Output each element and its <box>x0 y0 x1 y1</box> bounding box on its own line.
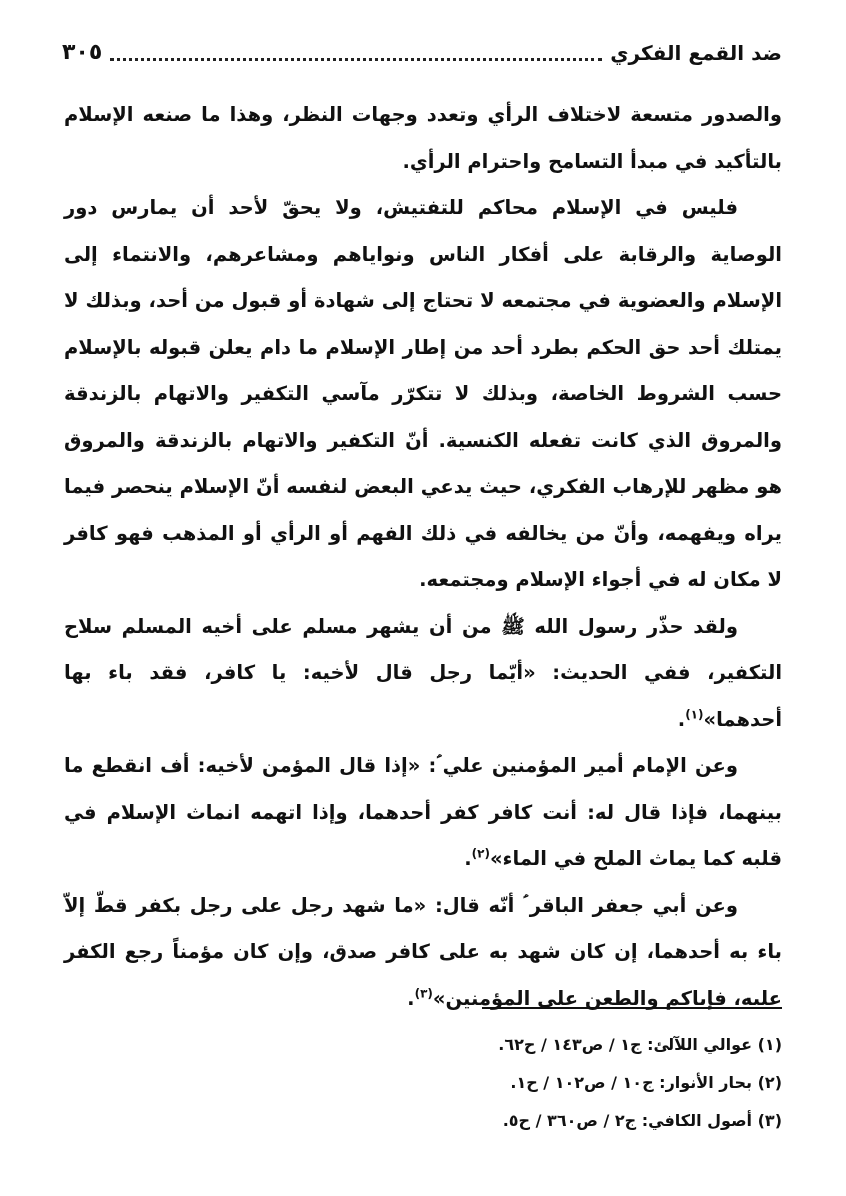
running-title: ضد القمع الفكري <box>610 41 782 65</box>
body-text <box>64 92 782 1022</box>
footnote <box>64 1026 782 1064</box>
paragraph <box>64 92 782 185</box>
paragraph-text: وعن الإمام أمير المؤمنين علي ؑ: «إذا قال المؤمن لأخيه: أف انقطع ما بينهما، فإذا قال له: أنت كافر كفر أحدهما، وإذا اتهمه انماث الإسلام في قلبه كما يماث الملح في الماء» <box>64 754 782 870</box>
paragraph-text: ولقد حذّر رسول الله ﷺ من أن يشهر مسلم على أخيه المسلم سلاح التكفير، ففي الحديث: «أيّما رجل قال لأخيه: يا كافر، فقد باء بها أحدهما» <box>64 614 782 731</box>
paragraph: ولقد حذّر رسول الله ﷺ من أن يشهر مسلم على أخيه المسلم سلاح التكفير، ففي الحديث: «أيّما رجل قال لأخيه: يا كافر، فقد باء بها أحدهما»$^{(١)}$. <box>64 614 782 731</box>
footnote-ref: (١) <box>685 707 704 721</box>
footnote <box>64 1102 782 1140</box>
footnote-marker: (٣) <box>757 1111 782 1130</box>
paragraph: وعن الإمام أمير المؤمنين علي ؑ: «إذا قال المؤمن لأخيه: أف انقطع ما بينهما، فإذا قال له: أنت كافر كفر أحدهما، وإذا اتهمه انماث الإسلام في قلبه كما يماث الملح في الماء»$^{(٢)}$. <box>64 754 782 870</box>
footnote-separator <box>482 1007 782 1009</box>
footnote-ref: (٢) <box>471 846 490 861</box>
page-header <box>62 34 782 68</box>
paragraph-text: فليس في الإسلام محاكم للتفتيش، ولا يحقّ لأحد أن يمارس دور الوصاية والرقابة على أفكار الناس ونواياهم ومشاعرهم، والانتماء إلى الإسلام والعضوية في مجتمعه لا تحتاج إلى شهادة أو قبول من أحد، وبذلك لا يمتلك أحد حق الحكم بطرد أحد من إطار الإسلام ما دام يعلن قبوله بالإسلام حسب الشروط الخاصة، وبذلك لا تتكرّر مآسي التكفير والاتهام بالزندقة والمروق الذي كانت تفعله الكنسية. أنّ التكفير والاتهام بالزندقة والمروق هو مظهر للإرهاب الفكري، حيث يدعي البعض لنفسه أنّ الإسلام ينحصر فيما يراه ويفهمه، وأنّ من يخالفه في ذلك الفهم أو الرأي أو المذهب فهو كافر لا مكان له في أجواء الإسلام ومجتمعه. <box>64 196 782 591</box>
paragraph: وعن أبي جعفر الباقر ؑ أنّه قال: «ما شهد رجل على رجل بكفر قطّ إلاّ باء به أحدهما، إن كان شهد به على كافر صدق، وإن كان مؤمناً رجع الكفر عليه، فإياكم والطعن على المؤمنين»$^{(٣)}$. <box>64 893 782 1010</box>
paragraph-text: وعن أبي جعفر الباقر ؑ أنّه قال: «ما شهد رجل على رجل بكفر قطّ إلاّ باء به أحدهما، إن كان شهد به على كافر صدق، وإن كان مؤمناً رجع الكفر عليه، فإياكم والطعن على المؤمنين» <box>64 893 782 1010</box>
paragraph-text: والصدور متسعة لاختلاف الرأي وتعدد وجهات النظر، وهذا ما صنعه الإسلام بالتأكيد في مبدأ التسامح واحترام الرأي. <box>64 103 782 173</box>
footnote-text: أصول الكافي: ج٢ / ص٣٦٠ / ح٥. <box>502 1111 753 1130</box>
paragraph <box>64 185 782 604</box>
header-dotted-leader <box>110 58 602 61</box>
footnote-text: بحار الأنوار: ج١٠ / ص١٠٢ / ح١. <box>510 1073 753 1092</box>
page-number: ٣٠٥ <box>62 40 103 65</box>
footnote <box>64 1064 782 1102</box>
footnote-text: عوالي اللآلئ: ج١ / ص١٤٣ / ح٦٢. <box>498 1035 753 1054</box>
footnotes <box>64 1026 782 1140</box>
footnote-ref: (٣) <box>414 986 433 1000</box>
footnote-marker: (١) <box>757 1035 782 1054</box>
footnote-marker: (٢) <box>757 1073 782 1092</box>
